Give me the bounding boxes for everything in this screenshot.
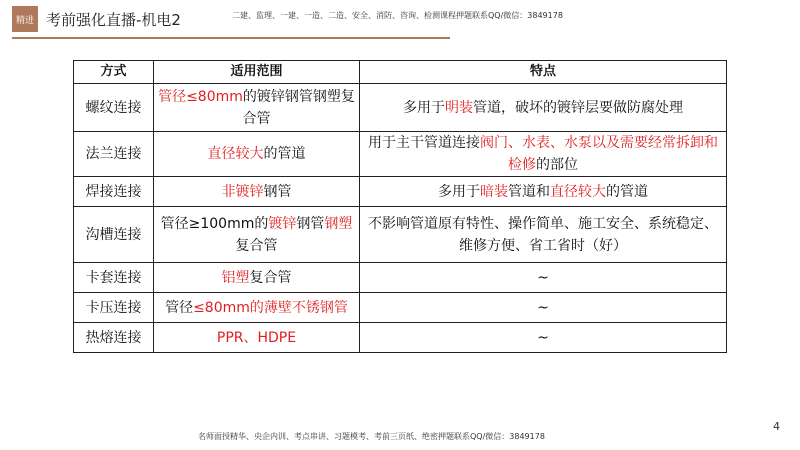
scope-cell [154, 132, 360, 177]
scope-cell [154, 177, 360, 207]
feature-text-segment: 管道，破坏的镀锌层要做防腐处理 [473, 99, 683, 116]
scope-text-segment: 复合管 [249, 269, 292, 286]
feature-text-segment: ~ [537, 269, 549, 286]
table-row [74, 84, 727, 132]
scope-text-segment: 管径≤80mm [158, 88, 243, 105]
feature-text-segment: 暗装 [480, 183, 508, 200]
footer-contact-info: 名师面授精华、央企内训、考点串讲、习题模考、考前三页纸、绝密押题联系QQ/微信：3849178 [198, 432, 545, 441]
table-row [74, 177, 727, 207]
scope-text-segment: 管径≥100mm的 [160, 215, 269, 232]
feature-cell [360, 207, 727, 263]
scope-cell [154, 207, 360, 263]
table-row [74, 323, 727, 353]
top-contact-info: 二建、监理、一建、一造、二造、安全、消防、咨询、检测课程押题联系QQ/微信：3849178 [232, 11, 563, 20]
feature-text-segment: ~ [537, 299, 549, 316]
scope-text-segment: 的管道 [263, 146, 306, 162]
header-feature: 特点 [360, 61, 727, 84]
header-scope: 适用范围 [154, 61, 360, 84]
page-number: 4 [773, 420, 780, 433]
method-cell: 螺纹连接 [74, 84, 154, 132]
feature-cell [360, 84, 727, 132]
feature-text-segment: 多用于 [403, 99, 445, 116]
scope-text-segment: 非镀锌 [221, 183, 264, 200]
feature-cell [360, 293, 727, 323]
connection-methods-table [73, 60, 727, 353]
scope-text-segment: 铝塑 [221, 269, 250, 286]
scope-cell [154, 293, 360, 323]
method-cell: 法兰连接 [74, 132, 154, 177]
feature-text-segment: ~ [537, 329, 549, 346]
scope-cell [154, 84, 360, 132]
table-header-row [74, 61, 727, 84]
method-cell: 热熔连接 [74, 323, 154, 353]
feature-text-segment: 用于主干管道连接 [368, 135, 480, 151]
scope-text-segment: 管径 [165, 299, 194, 316]
method-cell: 焊接连接 [74, 177, 154, 207]
logo [12, 6, 38, 32]
feature-text-segment: 管道和 [508, 183, 550, 200]
feature-text-segment: 直径较大 [550, 183, 606, 200]
scope-cell [154, 323, 360, 353]
scope-text-segment: 钢管 [263, 183, 292, 200]
scope-text-segment: 复合管 [235, 237, 278, 254]
scope-text-segment: 镀锌 [268, 215, 297, 232]
feature-text-segment: 的部位 [536, 157, 578, 173]
header-divider [12, 37, 450, 39]
table-row [74, 293, 727, 323]
scope-text-segment: PPR、HDPE [216, 329, 297, 346]
feature-cell [360, 177, 727, 207]
table-row [74, 132, 727, 177]
feature-cell [360, 323, 727, 353]
scope-text-segment: 钢管 [296, 215, 325, 232]
scope-text-segment: 直径较大 [207, 146, 264, 162]
feature-cell [360, 132, 727, 177]
method-cell: 卡套连接 [74, 263, 154, 293]
scope-text-segment: 的镀锌钢管钢塑复合管 [242, 88, 355, 127]
scope-cell [154, 263, 360, 293]
method-cell: 沟槽连接 [74, 207, 154, 263]
table-row [74, 263, 727, 293]
feature-text-segment: 的管道 [606, 183, 648, 200]
feature-text-segment: 明装 [445, 99, 473, 116]
scope-text-segment: ≤80mm的薄壁不锈钢管 [193, 299, 348, 316]
table-row [74, 207, 727, 263]
page-title: 考前强化直播-机电2 [46, 11, 181, 29]
header-method: 方式 [74, 61, 154, 84]
method-cell: 卡压连接 [74, 293, 154, 323]
feature-text-segment: 多用于 [438, 183, 480, 200]
logo-text: 精进 [15, 15, 34, 26]
scope-text-segment: 钢塑 [324, 215, 353, 232]
feature-text-segment: 阀门、水表、水泵以及需要经常拆卸和检修 [480, 135, 718, 173]
feature-cell [360, 263, 727, 293]
feature-text-segment: 不影响管道原有特性、操作简单、施工安全、系统稳定、维修方便、省工省时（好） [368, 215, 718, 254]
